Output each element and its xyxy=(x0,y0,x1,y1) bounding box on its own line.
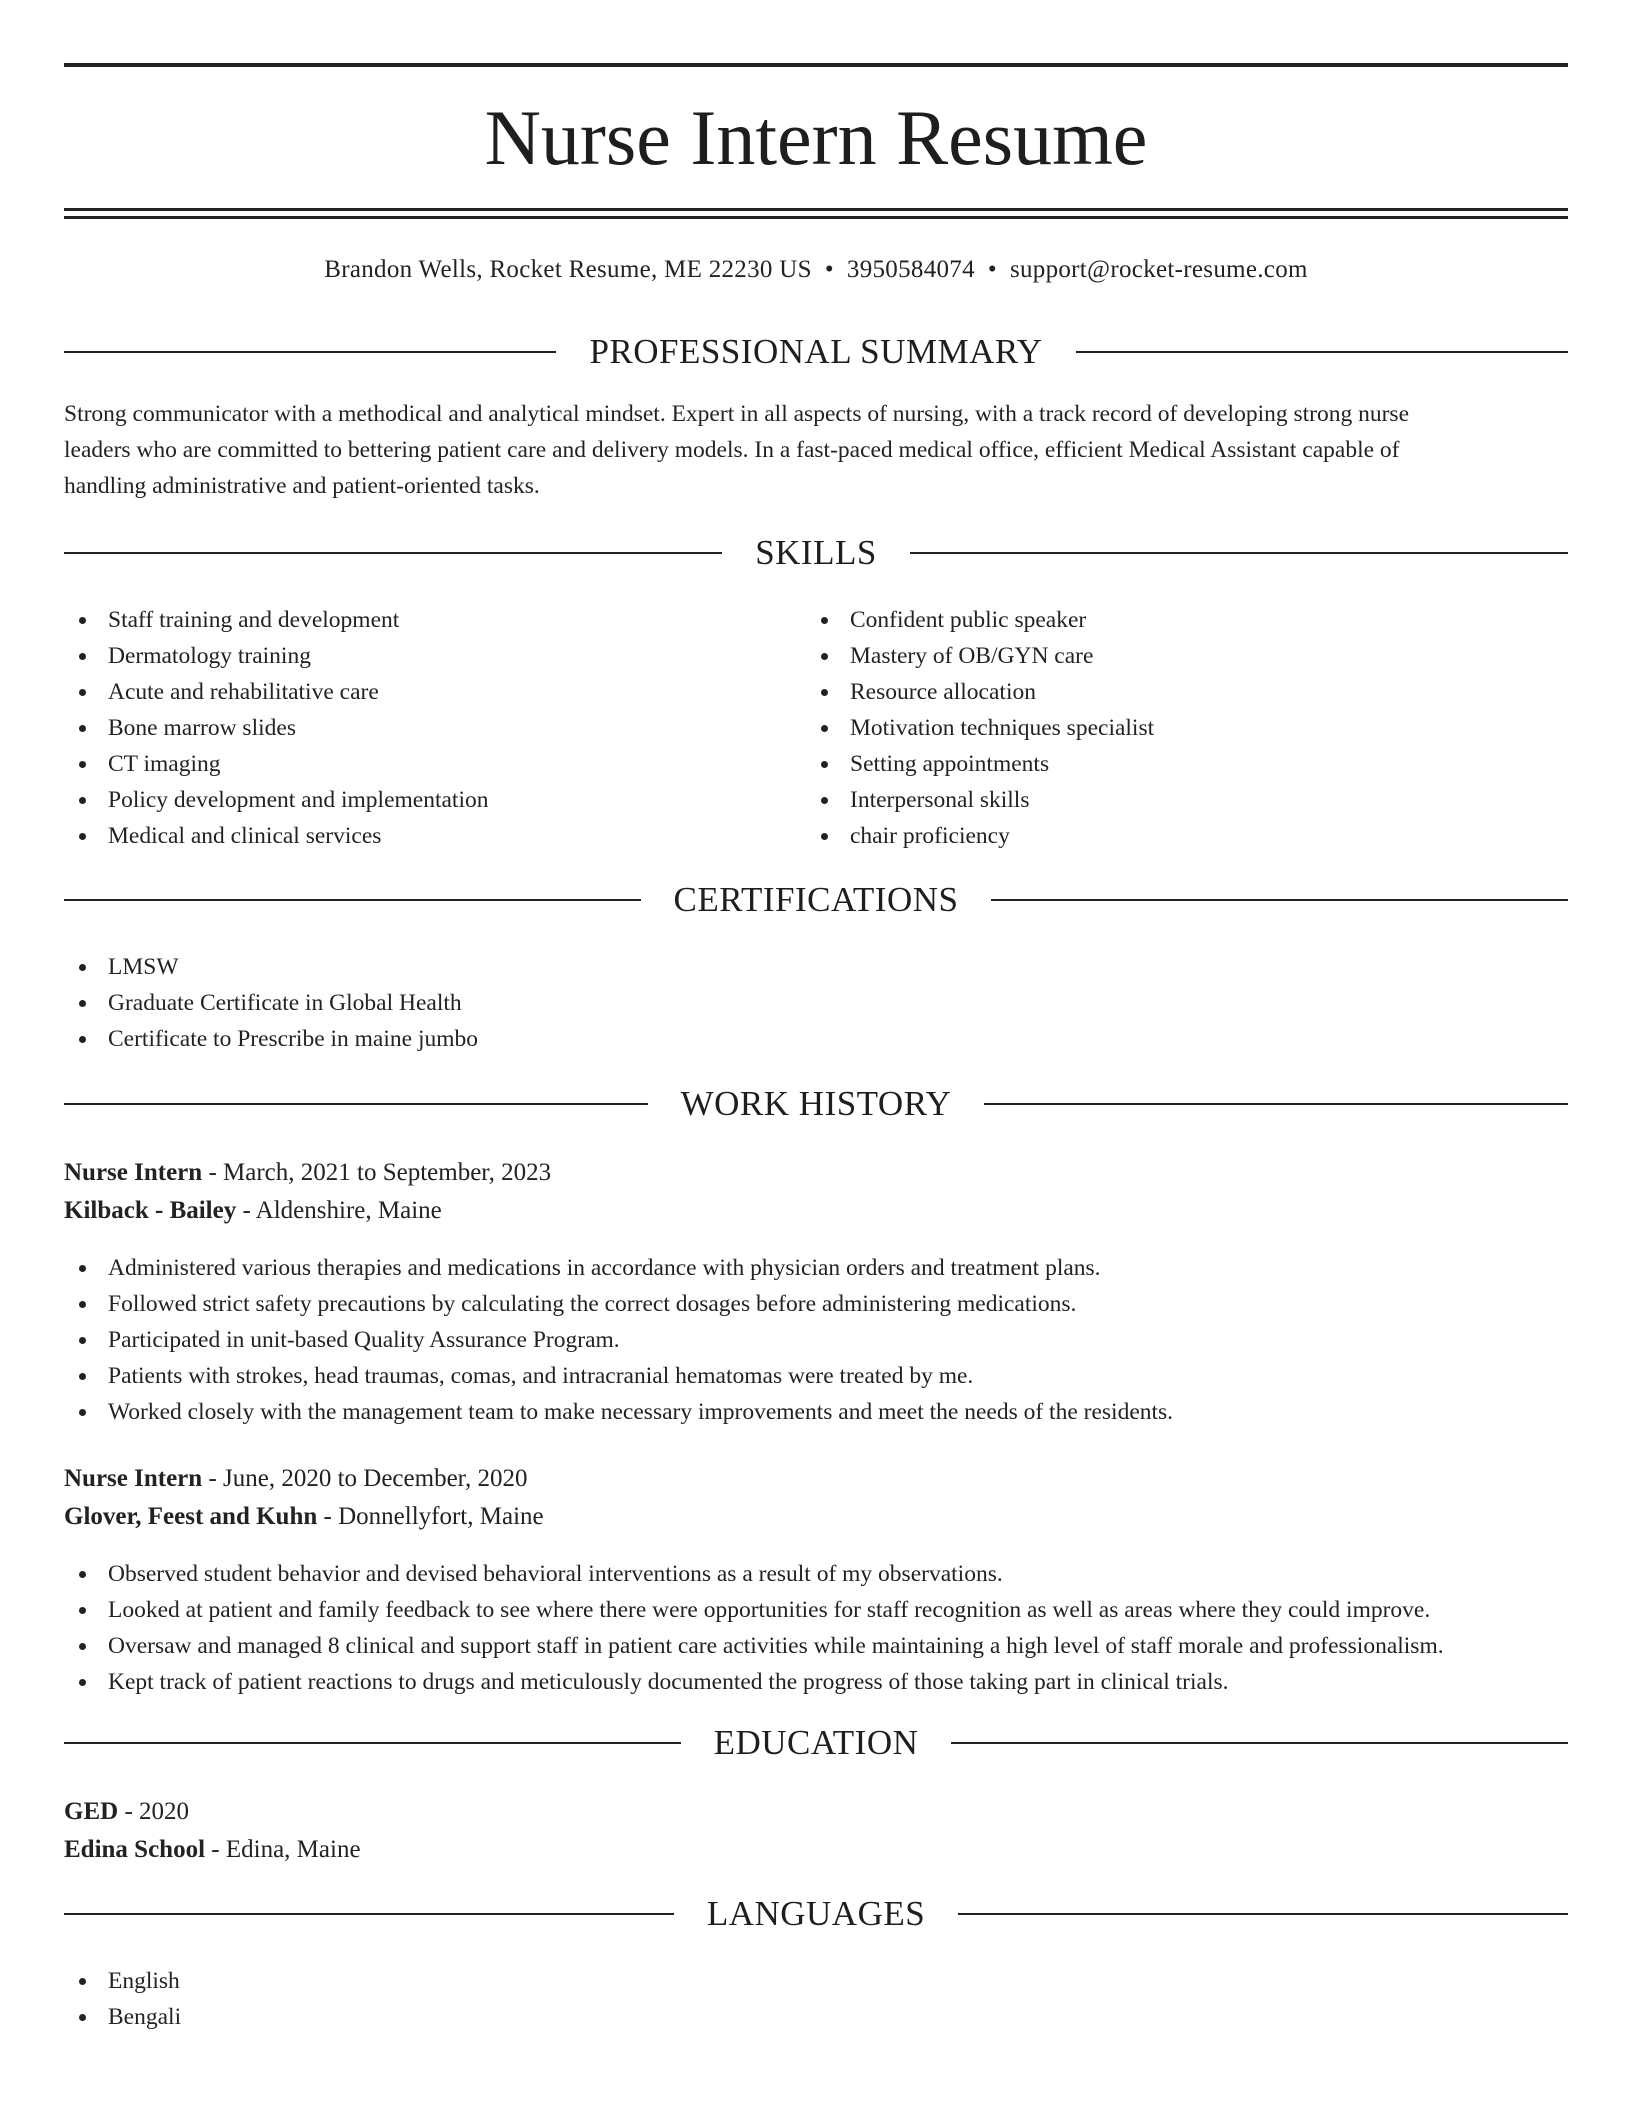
summary-heading xyxy=(64,330,1568,374)
certification-item: LMSW xyxy=(64,949,1568,985)
skill-item: Dermatology training xyxy=(64,638,804,674)
summary-heading-text: PROFESSIONAL SUMMARY xyxy=(589,332,1043,371)
job-bullet: Looked at patient and family feedback to see where there were opportunities for staff recognition as well as areas where they could improve. xyxy=(64,1592,1568,1628)
heading-rule-left xyxy=(64,899,641,901)
education-entry xyxy=(64,1793,1568,1869)
heading-rule-right xyxy=(1076,351,1568,353)
contact-email: support@rocket-resume.com xyxy=(1009,256,1308,283)
summary-text xyxy=(64,396,1568,504)
job-bullets xyxy=(64,1556,1568,1700)
skill-item: Medical and clinical services xyxy=(64,818,804,854)
skill-item: Mastery of OB/GYN care xyxy=(806,638,1546,674)
languages-list xyxy=(64,1963,1568,2035)
skills-heading xyxy=(64,531,1568,575)
job-dates: - June, 2020 to December, 2020 xyxy=(202,1465,528,1492)
heading-rule-right xyxy=(910,552,1568,554)
skill-item: chair proficiency xyxy=(806,818,1546,854)
heading-rule-left xyxy=(64,552,722,554)
job-bullet: Patients with strokes, head traumas, comas, and intracranial hematomas were treated by me. xyxy=(64,1358,1568,1394)
skills-right-column xyxy=(806,602,1546,854)
job-bullets xyxy=(64,1250,1568,1430)
job-dates: - March, 2021 to September, 2023 xyxy=(202,1159,552,1186)
heading-rule-left xyxy=(64,1742,681,1744)
top-rule xyxy=(64,63,1568,67)
skill-item: CT imaging xyxy=(64,746,804,782)
skills-heading-text: SKILLS xyxy=(755,533,877,572)
education-heading xyxy=(64,1721,1568,1765)
job-title-line xyxy=(64,1154,1568,1192)
contact-line xyxy=(64,252,1568,288)
heading-rule-right xyxy=(951,1742,1568,1744)
summary-line: handling administrative and patient-oriented tasks. xyxy=(64,473,540,499)
education-year: - 2020 xyxy=(118,1798,190,1825)
summary-line: leaders who are committed to bettering patient care and delivery models. In a fast-paced medical office, efficient Medical Assistant capable of xyxy=(64,437,1400,463)
skill-item: Confident public speaker xyxy=(806,602,1546,638)
summary-line: Strong communicator with a methodical and analytical mindset. Expert in all aspects of nursing, with a track record of developing strong nurse xyxy=(64,401,1410,427)
job-company-line xyxy=(64,1498,1568,1536)
skill-item: Staff training and development xyxy=(64,602,804,638)
contact-separator: • xyxy=(987,256,997,283)
heading-rule-left xyxy=(64,1913,674,1915)
certifications-list xyxy=(64,949,1568,1057)
skill-item: Setting appointments xyxy=(806,746,1546,782)
contact-address: Brandon Wells, Rocket Resume, ME 22230 US xyxy=(324,256,812,283)
resume-title: Nurse Intern Resume xyxy=(484,94,1148,181)
skill-item: Resource allocation xyxy=(806,674,1546,710)
job-entry xyxy=(64,1460,1568,1536)
certification-item: Graduate Certificate in Global Health xyxy=(64,985,1568,1021)
job-company: Glover, Feest and Kuhn xyxy=(64,1503,318,1530)
job-bullet: Participated in unit-based Quality Assurance Program. xyxy=(64,1322,1568,1358)
certifications-heading xyxy=(64,878,1568,922)
job-location: - Aldenshire, Maine xyxy=(236,1197,442,1224)
certifications-heading-text: CERTIFICATIONS xyxy=(673,880,959,919)
education-school-line xyxy=(64,1831,1568,1869)
skill-item: Motivation techniques specialist xyxy=(806,710,1546,746)
job-title: Nurse Intern xyxy=(64,1465,203,1492)
contact-separator: • xyxy=(824,256,834,283)
language-item: English xyxy=(64,1963,1568,1999)
job-bullet: Kept track of patient reactions to drugs and meticulously documented the progress of those taking part in clinical trials. xyxy=(64,1664,1568,1700)
job-bullet: Observed student behavior and devised behavioral interventions as a result of my observations. xyxy=(64,1556,1568,1592)
skill-item: Policy development and implementation xyxy=(64,782,804,818)
job-company: Kilback - Bailey xyxy=(64,1197,237,1224)
education-degree-line xyxy=(64,1793,1568,1831)
job-title-line xyxy=(64,1460,1568,1498)
education-location: - Edina, Maine xyxy=(205,1836,361,1863)
education-heading-text: EDUCATION xyxy=(713,1723,919,1762)
skill-item: Bone marrow slides xyxy=(64,710,804,746)
job-company-line xyxy=(64,1192,1568,1230)
heading-rule-right xyxy=(984,1103,1568,1105)
education-degree: GED xyxy=(64,1798,119,1825)
heading-rule-left xyxy=(64,1103,648,1105)
certification-item: Certificate to Prescribe in maine jumbo xyxy=(64,1021,1568,1057)
heading-rule-right xyxy=(991,899,1568,901)
job-bullet: Administered various therapies and medications in accordance with physician orders and treatment plans. xyxy=(64,1250,1568,1286)
skills-left-column xyxy=(64,602,804,854)
job-bullet: Oversaw and managed 8 clinical and support staff in patient care activities while maintaining a high level of staff morale and professionalism. xyxy=(64,1628,1568,1664)
heading-rule-right xyxy=(958,1913,1568,1915)
job-bullet: Worked closely with the management team to make necessary improvements and meet the needs of the residents. xyxy=(64,1394,1568,1430)
job-title: Nurse Intern xyxy=(64,1159,203,1186)
language-item: Bengali xyxy=(64,1999,1568,2035)
skill-item: Acute and rehabilitative care xyxy=(64,674,804,710)
job-bullet: Followed strict safety precautions by calculating the correct dosages before administering medications. xyxy=(64,1286,1568,1322)
work-history-heading xyxy=(64,1082,1568,1126)
heading-rule-left xyxy=(64,351,556,353)
education-school: Edina School xyxy=(64,1836,206,1863)
title-rule-upper xyxy=(64,208,1568,211)
skill-item: Interpersonal skills xyxy=(806,782,1546,818)
languages-heading-text: LANGUAGES xyxy=(706,1894,926,1933)
job-location: - Donnellyfort, Maine xyxy=(317,1503,544,1530)
job-entry xyxy=(64,1154,1568,1230)
work-history-heading-text: WORK HISTORY xyxy=(680,1084,952,1123)
contact-phone: 3950584074 xyxy=(846,256,975,283)
title-rule-lower xyxy=(64,216,1568,219)
languages-heading xyxy=(64,1892,1568,1936)
